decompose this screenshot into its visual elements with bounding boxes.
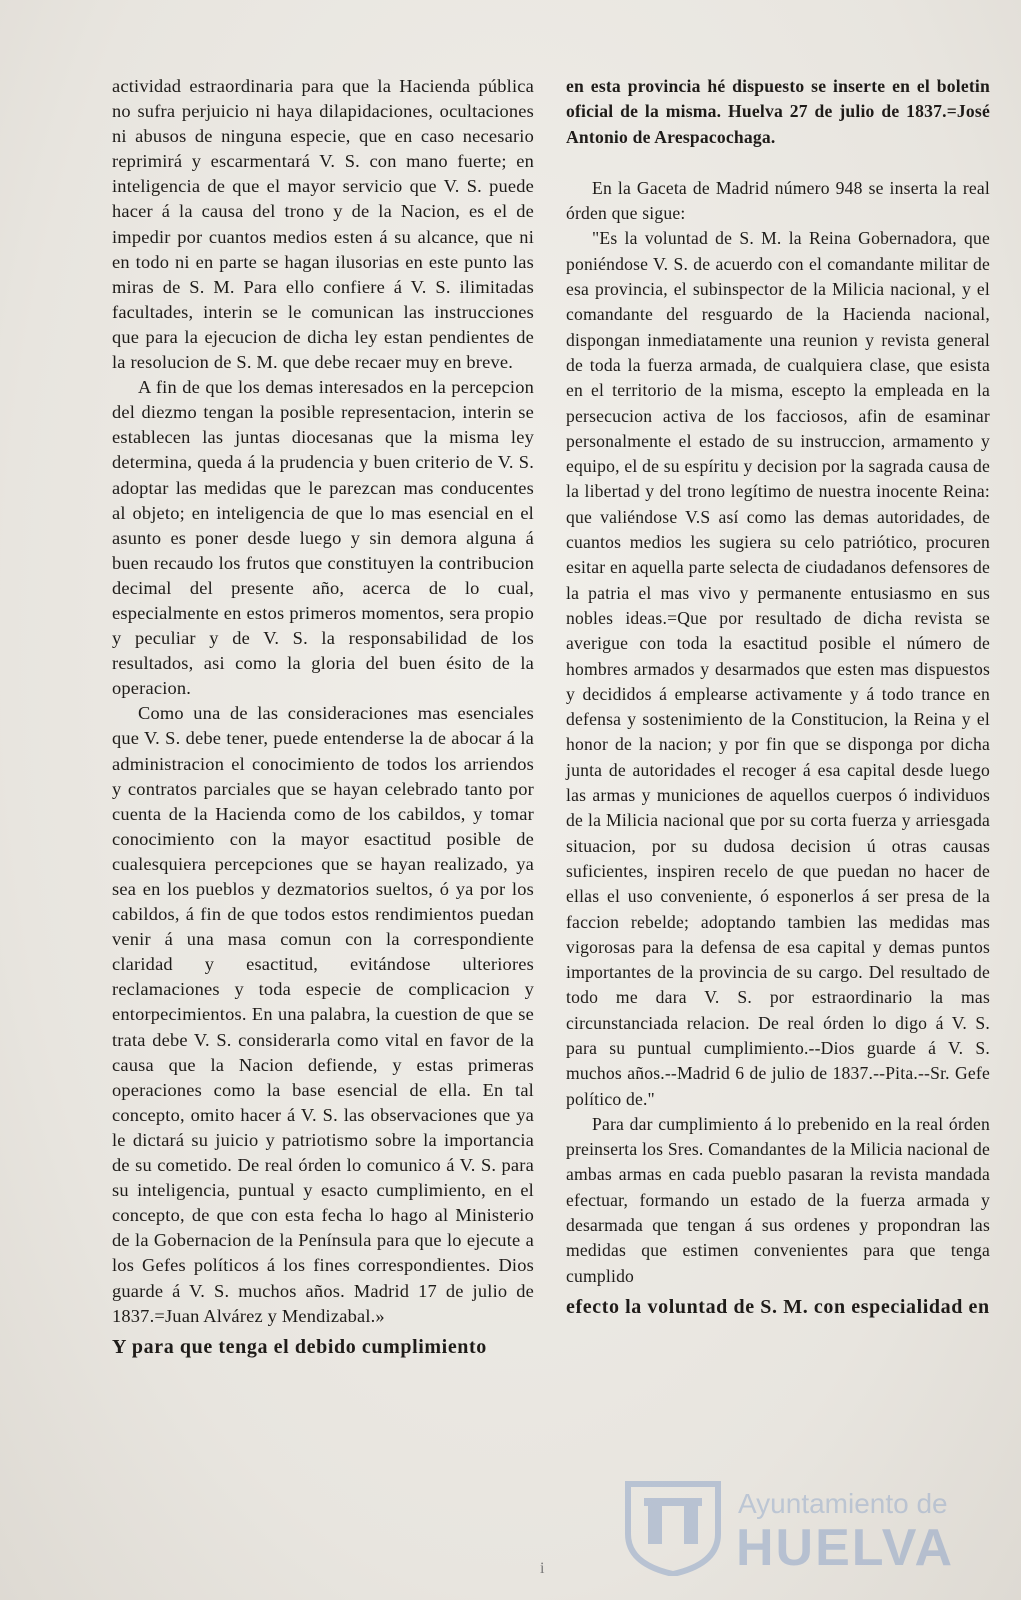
left-paragraph-1: actividad estraordinaria para que la Hacienda pública no sufra perjuicio ni haya dilapidaciones, ocultaciones ni abusos de ninguna especie, que en caso necesario reprimirá y escarmentará V. S. con mano fuerte; en inteligencia de que el mayor servicio que V. S. puede hacer á la causa del trono y de la Nacion, es el de impedir por cuantos medios esten á su alcance, que ni en todo ni en parte se hagan ilusorias en este punto las miras de S. M. Para ello confiere á V. S. ilimitadas facultades, interin se le comunican las instrucciones que para la ejecucion de dicha ley estan pendientes de la resolucion de S. M. que debe recaer muy en breve.	[112, 76, 534, 373]
shield-icon	[618, 1476, 728, 1576]
left-paragraph-2: A fin de que los demas interesados en la percepcion del diezmo tengan la posible representacion, interin se establecen las juntas diocesanas que la misma ley determina, queda á la prudencia y buen criterio de V. S. adoptar las medidas que le parezcan mas conducentes al objeto; en inteligencia de que lo mas esencial en el asunto es poner desde luego y sin demora alguna á buen recaudo los frutos que constituyen la contribucion decimal del presente año, acerca de lo cual, especialmente en estos primeros momentos, sera propio y peculiar y de V. S. la responsabilidad de los resultados, asi como la gloria del buen ésito de la operacion.	[112, 377, 534, 699]
left-tail-line: Y para que tenga el debido cumplimiento	[112, 1335, 487, 1358]
right-column	[566, 74, 990, 1320]
right-tail-line: efecto la voluntad de S. M. con especialidad en	[566, 1295, 990, 1318]
watermark-line-1: Ayuntamiento de	[738, 1488, 948, 1519]
right-paragraph-3: Para dar cumplimiento á lo prebenido en la real órden preinserta los Sres. Comandantes de la Milicia nacional de ambas armas en cada pueblo pasaran la revista mandada efectuar, formando un estado de la fuerza armada y desarmada que tengan á sus ordenes y propondran las medidas que estimen convenientes para que tenga cumplido	[566, 1113, 990, 1286]
right-paragraph-2: "Es la voluntad de S. M. la Reina Gobernadora, que poniéndose V. S. de acuerdo con el comandante militar de esa provincia, el subinspector de la Milicia nacional, y el comandante del resguardo de la Hacienda nacional, dispongan inmediatamente una reunion y revista general de toda la fuerza armada, de cualquiera clase, que esista en el territorio de la misma, escepto la empleada en la persecucion activa de los facciosos, afin de esaminar personalmente el estado de su instruccion, armamento y equipo, el de su espíritu y decision por la sagrada causa de la libertad y del trono legítimo de nuestra inocente Reina: que valiéndose V.S así como las demas autoridades, de cuantos medios les sugiera su celo patriótico, procuren esitar en aquella parte selecta de ciudadanos defensores de la patria el mas vivo y permanente entusiasmo en sus nobles ideas.=Que por resultado de dicha revista se averigue con toda la esactitud posible el número de hombres armados y desarmados que esten mas dispuestos y decididos á emplearse activamente y á todo trance en defensa y sostenimiento de la Constitucion, la Reina y el honor de la nacion; y por fin que se disponga por dicha junta de autoridades el recoger á esa capital desde luego las armas y municiones de aquellos cuerpos ó individuos de la Milicia nacional que por su corta fuerza y arriesgada situacion, por su dudosa decision ú otras causas suficientes, inspiren recelo de que puedan no hacer de ellas el uso conveniente, ó esponerlos á ser presa de la faccion rebelde; adoptando tambien las medidas mas vigorosas para la defensa de esa capital y demas puntos importantes de la provincia de su cargo. Del resultado de todo me dara V. S. por estraordinario la mas circunstanciada relacion. De real órden lo digo á V. S. para su puntual cumplimiento.--Dios guarde á V. S. muchos años.--Madrid 6 de julio de 1837.--Pita.--Sr. Gefe político de."	[566, 228, 990, 1109]
left-column	[112, 74, 534, 1360]
left-paragraph-3: Como una de las consideraciones mas esenciales que V. S. debe tener, puede entenderse la de abocar á la administracion el conocimiento de todos los arriendos y contratos parciales que se hayan celebrado tanto por cuenta de la Hacienda como de los cabildos, y tomar conocimiento con la mayor esactitud posible de cualesquiera percepciones que se hayan realizado, ya sea en los pueblos y dezmatorios sueltos, ó ya por los cabildos, á fin de que todos estos rendimientos puedan venir á una masa comun con la correspondiente claridad y esactitud, evitándose ulteriores reclamaciones y toda especie de complicacion y entorpecimientos. En una palabra, la cuestion de que se trata debe V. S. considerarla como vital en favor de la causa que la Nacion defiende, y estas primeras operaciones como la base esencial de ella. En tal concepto, omito hacer á V. S. las observaciones que ya le dictará su juicio y patriotismo sobre la importancia de su cometido. De real órden lo comunico á V. S. para su inteligencia, puntual y esacto cumplimiento, en el concepto, de que con esta fecha lo hago al Ministerio de la Gobernacion de la Península para que lo ejecute a los Gefes políticos á los fines correspondientes. Dios guarde á V. S. muchos años. Madrid 17 de julio de 1837.=Juan Alvárez y Mendizabal.»	[112, 703, 534, 1326]
page-mark: i	[540, 1560, 545, 1577]
watermark-line-2: HUELVA	[736, 1519, 955, 1577]
right-opening-paragraph: en esta provincia hé dispuesto se inserte en el boletin oficial de la misma. Huelva 27 de julio de 1837.=José Antonio de Arespacochaga.	[566, 76, 990, 147]
right-paragraph-1: En la Gaceta de Madrid número 948 se inserta la real órden que sigue:	[566, 177, 990, 224]
watermark	[618, 1470, 978, 1580]
